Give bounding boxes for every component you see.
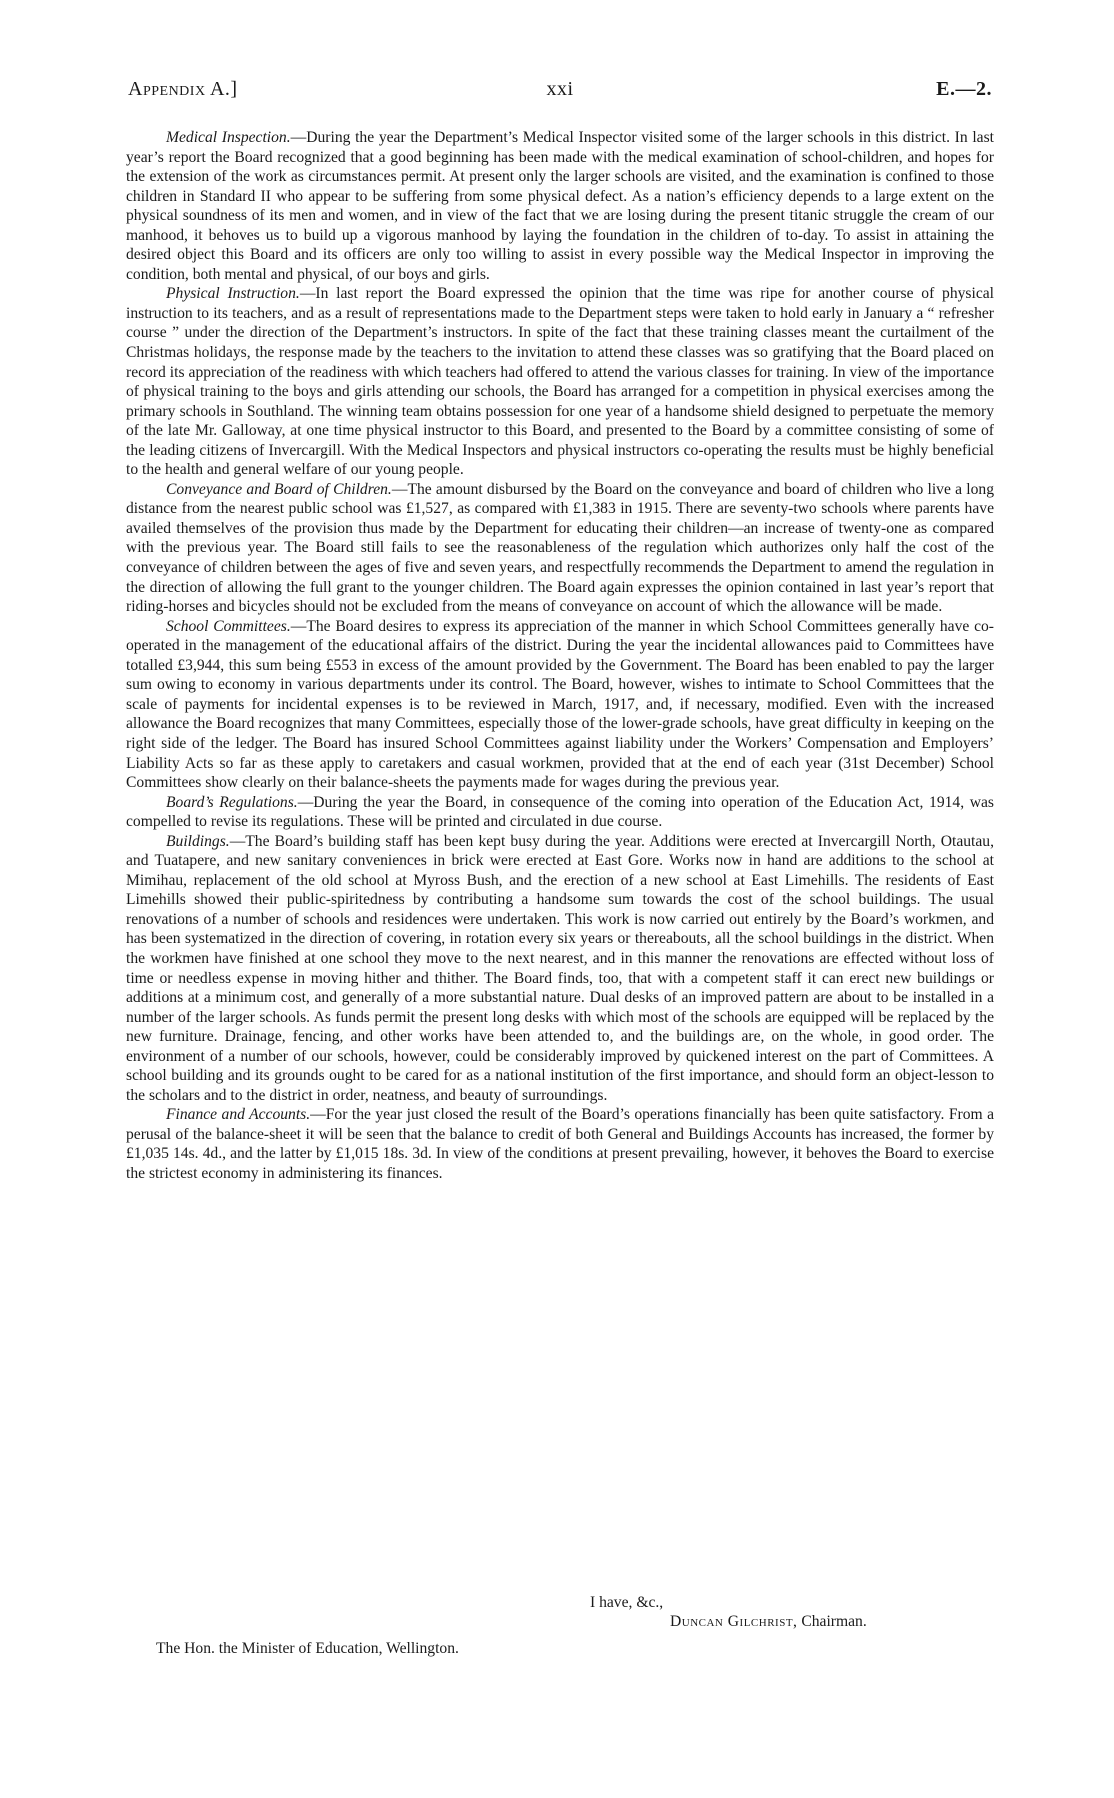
paragraph-title: Buildings. [166, 832, 230, 850]
document-code: E.—2. [936, 78, 992, 100]
signatory-role: Chairman. [801, 1613, 867, 1630]
paragraph-text: —The Board desires to express its appreciation of the manner in which School Committees generally have co-operated in the management of the educational affairs of the district. During the year the incidental allowances paid to Committees have totalled £3,944, this sum being £553 in excess of the amount provided by the Government. The Board has been enabled to pay the larger sum owing to economy in various departments under its control. The Board, however, wishes to intimate to School Committees that the scale of payments for incidental expenses is to be reviewed in March, 1917, and, if necessary, modified. Even with the increased allowance the Board recognizes that many Committees, especially those of the lower-grade schools, have great difficulty in keeping on the right side of the ledger. The Board has insured School Committees against liability under the Workers’ Compensation and Employers’ Liability Acts so far as these apply to caretakers and casual workmen, provided that at the end of each year (31st December) School Committees show clearly on their balance-sheets the payments made for wages during the previous year. [126, 617, 994, 792]
paragraph-text: —During the year the Department’s Medical Inspector visited some of the larger schools in this district. In last year’s report the Board recognized that a good beginning has been made with the medical examination of school-children, and hopes for the extension of the work as circumstances permit. At present only the larger schools are visited, and the examination is confined to those children in Standard II who appear to be suffering from some physical defect. As a nation’s efficiency depends to a large extent on the physical soundness of its men and women, and in view of the fact that we are losing during the present titanic struggle the cream of our manhood, it behoves us to build up a vigorous manhood by laying the foundation in the children of to-day. To assist in attaining the desired object this Board and its officers are only too willing to assist in every possible way the Medical Inspector in improving the condition, both mental and physical, of our boys and girls. [126, 129, 994, 283]
paragraph-text: —The amount disbursed by the Board on the conveyance and board of children who live a long distance from the nearest public school was £1,527, as compared with £1,383 in 1915. There are seventy-two schools where parents have availed themselves of the provision thus made by the Department for educating their children—an increase of twenty-one as compared with the previous year. The Board still fails to see the reasonableness of the regulation which authorizes only half the cost of the conveyance of children between the ages of five and seven years, and respectfully recommends the Department to amend the regulation in the direction of allowing the full grant to the younger children. The Board again expresses the opinion contained in last year’s report that riding-horses and bicycles should not be excluded from the means of conveyance on account of which the allowance will be made. [126, 480, 994, 616]
paragraph-physical-instruction [126, 284, 994, 479]
paragraph-school-committees [126, 617, 994, 793]
paragraph-finance-accounts [126, 1105, 994, 1183]
paragraph-text: —During the year the Board, in consequence of the coming into operation of the Education Act, 1914, was compelled to revise its regulations. These will be printed and circulated in due course. [126, 793, 994, 831]
page-header [128, 78, 992, 106]
paragraph-buildings [126, 832, 994, 1106]
closing-salutation: I have, &c., [590, 1594, 664, 1611]
paragraph-title: Board’s Regulations. [166, 793, 298, 811]
report-body [126, 128, 994, 1184]
paragraph-title: Finance and Accounts. [166, 1106, 311, 1124]
paragraph-text: —The Board’s building staff has been kept busy during the year. Additions were erected at Invercargill North, Otautau, and Tuatapere, and new sanitary conveniences in brick were erected at East Gore. Works now in hand are additions to the school at Mimihau, replacement of the old school at Myross Bush, and the erection of a new school at East Limehills. The residents of East Limehills showed their public-spiritedness by contributing a handsome sum towards the cost of the school buildings. The usual renovations of a number of schools and residences were undertaken. This work is now carried out entirely by the Board’s workmen, and has been systematized in the direction of covering, in rotation every six years or thereabouts, all the school buildings in the district. When the workmen have finished at one school they move to the next nearest, and in this manner the renovations are effected without loss of time or needless expense in moving hither and thither. The Board finds, too, that with a competent staff it can erect new buildings or additions at a minimum cost, and generally of a more substantial nature. Dual desks of an improved pattern are about to be installed in a number of the larger schools. As funds permit the present long desks with which most of the schools are equipped will be replaced by the new furniture. Drainage, fencing, and other works have been attended to, and the buildings are, on the whole, in good order. The environment of a number of our schools, however, could be considerably improved by quickened interest on the part of Committees. A school building and its grounds ought to be cared for as a national institution of the first importance, and should form an object-lesson to the scholars and to the district in order, neatness, and beauty of surroundings. [126, 832, 994, 1104]
paragraph-conveyance [126, 480, 994, 617]
appendix-label: Appendix A.] [128, 78, 238, 100]
addressee: The Hon. the Minister of Education, Wellington. [156, 1640, 459, 1657]
paragraph-text: —In last report the Board expressed the opinion that the time was ripe for another course of physical instruction to its teachers, and as a result of representations made to the Department steps were taken to hold early in January a “ refresher course ” under the direction of the Department’s instructors. In spite of the fact that these training classes meant the curtailment of the Christmas holidays, the response made by the teachers to the invitation to attend these classes was so gratifying that the Board placed on record its appreciation of the readiness with which teachers had offered to attend the various classes for training. In view of the importance of physical training to the boys and girls attending our schools, the Board has arranged for a competition in physical exercises among the primary schools in Southland. The winning team obtains possession for one year of a handsome shield designed to perpetuate the memory of the late Mr. Galloway, at one time physical instructor to this Board, and presented to the Board by a committee consisting of some of the leading citizens of Invercargill. With the Medical Inspectors and physical instructors co-operating the results must be highly beneficial to the health and general welfare of our young people. [126, 285, 994, 479]
signature-block [670, 1613, 867, 1631]
signatory-name: Duncan Gilchrist, [670, 1613, 798, 1630]
paragraph-boards-regulations [126, 793, 994, 832]
paragraph-title: School Committees. [166, 617, 291, 635]
paragraph-title: Medical Inspection. [166, 129, 291, 146]
paragraph-medical-inspection [126, 128, 994, 284]
paragraph-title: Physical Instruction. [166, 285, 300, 303]
paragraph-title: Conveyance and Board of Children. [166, 480, 392, 498]
paragraph-text: —For the year just closed the result of the Board’s operations financially has been quite satisfactory. From a perusal of the balance-sheet it will be seen that the balance to credit of both General and Buildings Accounts has increased, the former by £1,035 14s. 4d., and the latter by £1,015 18s. 3d. In view of the conditions at present prevailing, however, it behoves the Board to exercise the strictest economy in administering its finances. [126, 1106, 994, 1182]
page-number: xxi [546, 78, 574, 100]
